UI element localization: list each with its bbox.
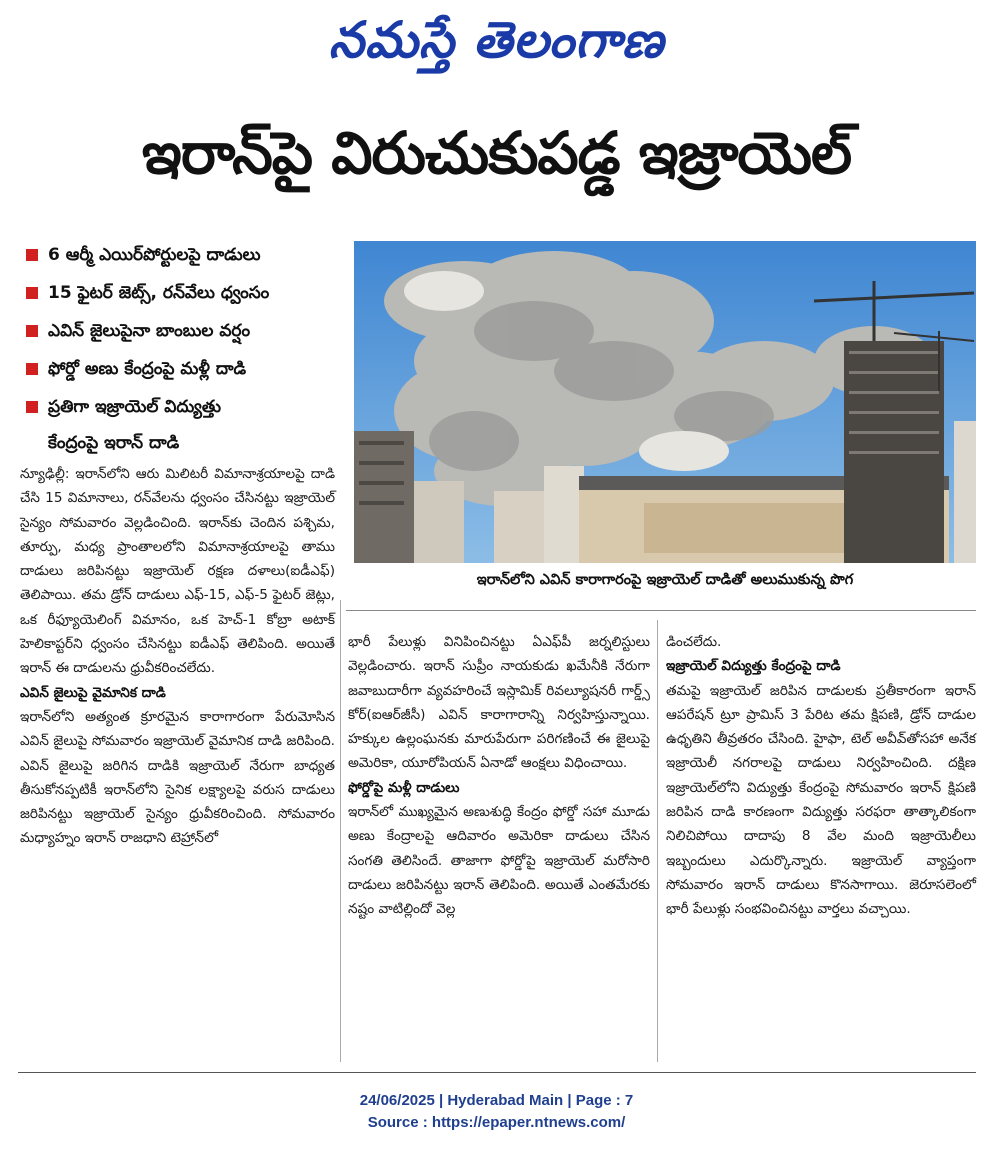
headline: ఇరాన్‌పై విరుచుకుపడ్డ ఇజ్రాయెల్ bbox=[141, 119, 852, 187]
divider bbox=[346, 610, 976, 611]
divider bbox=[18, 1072, 976, 1073]
footer-date-edition: 24/06/2025 | Hyderabad Main | Page : 7 bbox=[359, 1092, 634, 1109]
page-footer bbox=[0, 1090, 993, 1134]
highlight-item: 15 ఫైటర్ జెట్స్, రన్‌వేలు ధ్వంసం bbox=[22, 274, 342, 312]
column-divider bbox=[657, 620, 658, 1062]
article-subheading: ఎవిన్ జైలుపై వైమానిక దాడి bbox=[20, 684, 166, 701]
article-paragraph: న్యూఢిల్లీ: ఇరాన్‌లోని ఆరు మిలిటరీ విమానాశ్రయాలపై దాడి చేసి 15 విమానాలు, రన్‌వేలను ధ్వంసం చేసినట్టు ఇజ్రాయెల్ సైన్యం సోమవారం వెల్లడించింది. ఇరాన్‌కు చెందిన పశ్చిమ, తూర్పు, మధ్య ప్రాంతాలలోని విమానాశ్రయాలపై తాము దాడులు జరిపినట్టు ఇజ్రాయెల్ రక్షణ దళాలు(ఐడీఎఫ్) తెలిపాయి. తమ డ్రోన్ దాడులు ఎఫ్-15, ఎఫ్-5 ఫైటర్ జెట్లు, ఒక రీఫ్యూయెలింగ్ విమానం, ఒక హెచ్-1 కోబ్రా అటాక్ హెలికాప్టర్‌ని ధ్వంసం చేసినట్టు ఐడీఎఫ్ తెలిపింది. అయితే ఇరాన్ ఈ దాడులను ధ్రువీకరించలేదు. bbox=[20, 466, 335, 677]
highlight-continuation: కేంద్రంపై ఇరాన్ దాడి bbox=[48, 433, 180, 453]
highlights-list bbox=[22, 236, 342, 460]
article-subheading: ఫోర్డోపై మళ్లీ దాడులు bbox=[348, 779, 460, 796]
highlight-item: ఫోర్డో అణు కేంద్రంపై మళ్లీ దాడి bbox=[22, 350, 342, 388]
article-paragraph: భారీ పేలుళ్లు వినిపించినట్టు ఏఎఫ్‌పీ జర్నలిస్టులు వెల్లడించారు. ఇరాన్ సుప్రీం నాయకుడు ఖమేనీకి నేరుగా జవాబుదారీగా వ్యవహరించే ఇస్లామిక్ రివల్యూషనరీ గార్డ్స్ కోర్(ఐఆర్‌జీసీ) ఎవిన్ కారాగారాన్ని నిర్వహిస్తున్నాయి. హక్కుల ఉల్లంఘనకు మారుపేరుగా పరిగణించే ఈ జైలుపై అమెరికా, యూరోపియన్ ఏనాడో ఆంక్షలు విధించాయి. bbox=[348, 634, 650, 772]
highlight-item: 6 ఆర్మీ ఎయిర్‌పోర్టులపై దాడులు bbox=[22, 236, 342, 274]
article-subheading: ఇజ్రాయెల్ విద్యుత్తు కేంద్రంపై దాడి bbox=[666, 658, 841, 675]
article-column-2 bbox=[348, 630, 650, 922]
article-paragraph: తమపై ఇజ్రాయెల్ జరిపిన దాడులకు ప్రతీకారంగా ఇరాన్ ఆపరేషన్ ట్రూ ప్రామిస్ 3 పేరిట తమ క్షిపణి, డ్రోన్ దాడుల ఉధృతిని తీవ్రతరం చేసింది. హైఫా, టెల్ అవీవ్‌తోసహా అనేక ఇజ్రాయెలీ నగరాలపై దాడులు నిర్వహించింది. దక్షిణ ఇజ్రాయెల్‌లోని విద్యుత్తు కేంద్రంపై సోమవారం ఇరాన్ క్షిపణి జరిపిన దాడి కారణంగా విద్యుత్తు సరఫరా తాత్కాలికంగా నిలిచిపోయి దాదాపు 8 వేల మంది ఇజ్రాయెలీలు ఇబ్బందులు ఎదుర్కొన్నారు. ఇజ్రాయెల్ వ్యాప్తంగా సోమవారం ఇరాన్ దాడులు కొనసాగాయి. జెరూసలెంలో భారీ పేలుళ్లు సంభవించినట్టు వార్తలు వచ్చాయి. bbox=[666, 682, 976, 918]
footer-source-link[interactable]: Source : https://epaper.ntnews.com/ bbox=[367, 1114, 626, 1131]
newspaper-logo: నమస్తే తెలంగాణ bbox=[328, 10, 665, 69]
highlight-item: ఎవిన్ జైలుపైనా బాంబుల వర్షం bbox=[22, 312, 342, 350]
highlight-item: ప్రతిగా ఇజ్రాయెల్ విద్యుత్తు bbox=[22, 388, 342, 426]
article-column-3 bbox=[666, 630, 976, 922]
column-divider bbox=[340, 600, 341, 1062]
article-paragraph: ఇరాన్‌లో ముఖ్యమైన అణుశుద్ధి కేంద్రం ఫోర్డో సహా మూడు అణు కేంద్రాలపై ఆదివారం అమెరికా దాడులు చేసిన సంగతి తెలిసిందే. తాజాగా ఫోర్డోపై ఇజ్రాయెల్ మరోసారి దాడులు జరిపినట్టు ఇరాన్ తెలిపింది. అయితే ఎంతమేరకు నష్టం వాటిల్లిందో వెల్ల bbox=[348, 804, 650, 918]
article-paragraph: డించలేదు. bbox=[666, 634, 722, 650]
article-column-1 bbox=[20, 462, 335, 851]
article-paragraph: ఇరాన్‌లోని అత్యంత క్రూరమైన కారాగారంగా పేరుమోసిన ఎవిన్ జైలుపై సోమవారం ఇజ్రాయెల్ వైమానిక దాడి జరిపింది. ఎవిన్ జైలుపై జరిగిన దాడికి ఇజ్రాయెల్ నేరుగా బాధ్యత తీసుకోనప్పటికీ ఇరాన్‌లోని సైనిక లక్ష్యాలపై వరుస దాడులు జరిపినట్టు ఇజ్రాయెల్ సైన్యం ధ్రువీకరించింది. సోమవారం మధ్యాహ్నం ఇరాన్ రాజధాని టెహ్రాన్‌లో bbox=[20, 708, 335, 847]
photo-caption: ఇరాన్‌లోని ఎవిన్ కారాగారంపై ఇజ్రాయెల్ దాడితో అలుముకున్న పొగ bbox=[476, 572, 854, 588]
masthead bbox=[0, 8, 993, 72]
news-photo bbox=[354, 241, 976, 563]
